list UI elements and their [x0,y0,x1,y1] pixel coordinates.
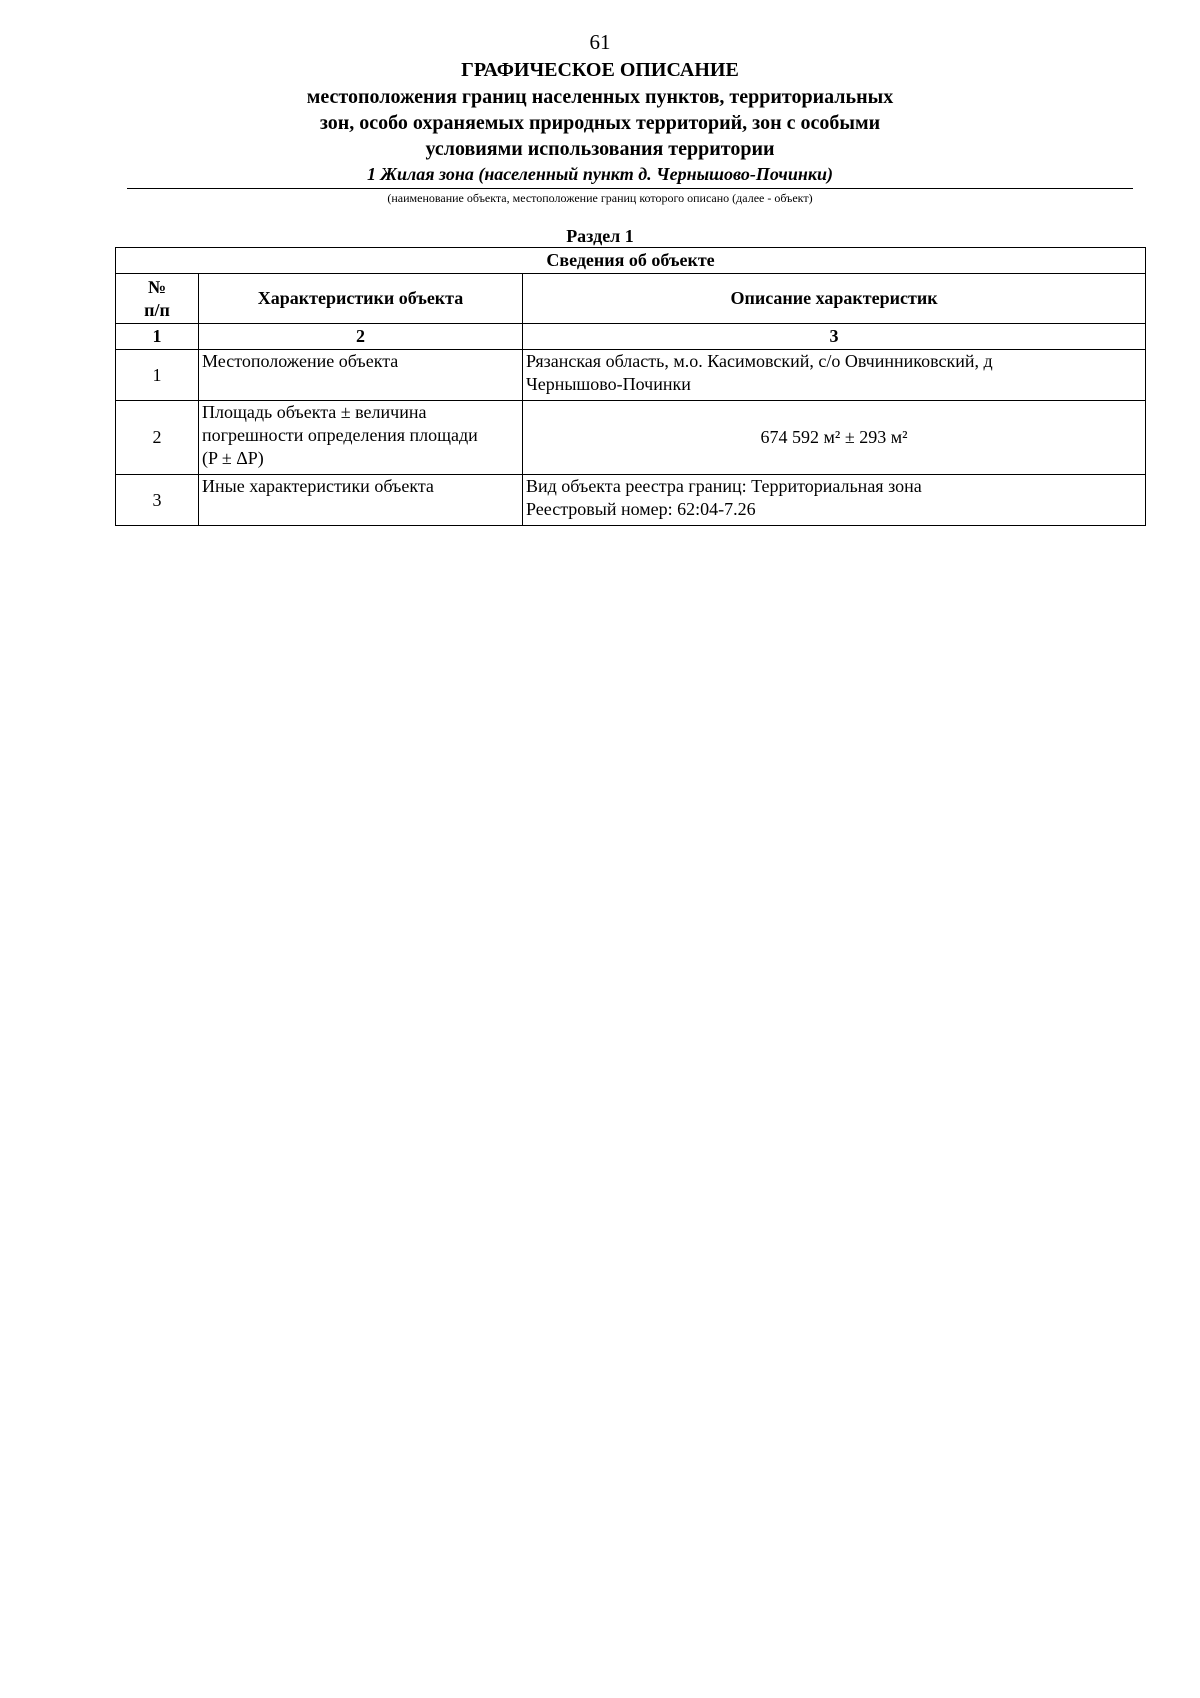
header-characteristic: Характеристики объекта [199,274,523,324]
object-name-hint: (наименование объекта, местоположение границ которого описано (далее - объект) [387,191,813,205]
row-description [523,475,1146,526]
subtitle-line: условиями использования территории [425,138,775,160]
row-description [523,401,1146,475]
characteristic-line: Местоположение объекта [202,351,399,371]
row-characteristic [199,401,523,475]
page-number: 61 [589,30,611,54]
table-row [116,350,1146,401]
document-title: ГРАФИЧЕСКОЕ ОПИСАНИЕ [461,59,739,81]
table-caption-row [116,248,1146,274]
row-number: 2 [116,401,199,475]
document-subtitle [250,84,950,162]
header-num [116,274,199,324]
table-row [116,401,1146,475]
description-line: Рязанская область, м.о. Касимовский, с/о Овчинниковский, д [526,351,993,371]
row-characteristic [199,475,523,526]
column-number: 3 [523,324,1146,350]
object-name-underline [127,188,1133,189]
row-characteristic [199,350,523,401]
subtitle-line: местоположения границ населенных пунктов, территориальных [306,86,894,108]
column-number: 1 [116,324,199,350]
column-number-row [116,324,1146,350]
table-row [116,475,1146,526]
header-description: Описание характеристик [523,274,1146,324]
characteristic-line: погрешности определения площади [202,425,478,445]
header-num-symbol: № [147,276,167,297]
object-name: 1 Жилая зона (населенный пункт д. Чернышово-Починки) [367,164,833,184]
row-number: 3 [116,475,199,526]
section-title: Раздел 1 [566,226,634,246]
row-description [523,350,1146,401]
row-number: 1 [116,350,199,401]
characteristic-line: Площадь объекта ± величина [202,402,427,422]
table-caption: Сведения об объекте [116,248,1146,274]
description-line: 674 592 м² ± 293 м² [760,427,908,447]
object-info-table [115,247,1146,526]
characteristic-line: (P ± ΔP) [202,448,264,468]
characteristic-line: Иные характеристики объекта [202,476,434,496]
header-num-label: п/п [144,299,170,320]
description-line: Вид объекта реестра границ: Территориальная зона [526,476,922,496]
description-line: Реестровый номер: 62:04-7.26 [526,499,756,519]
subtitle-line: зон, особо охраняемых природных территорий, зон с особыми [319,112,881,134]
description-line: Чернышово-Починки [526,374,691,394]
table-header-row [116,274,1146,324]
column-number: 2 [199,324,523,350]
